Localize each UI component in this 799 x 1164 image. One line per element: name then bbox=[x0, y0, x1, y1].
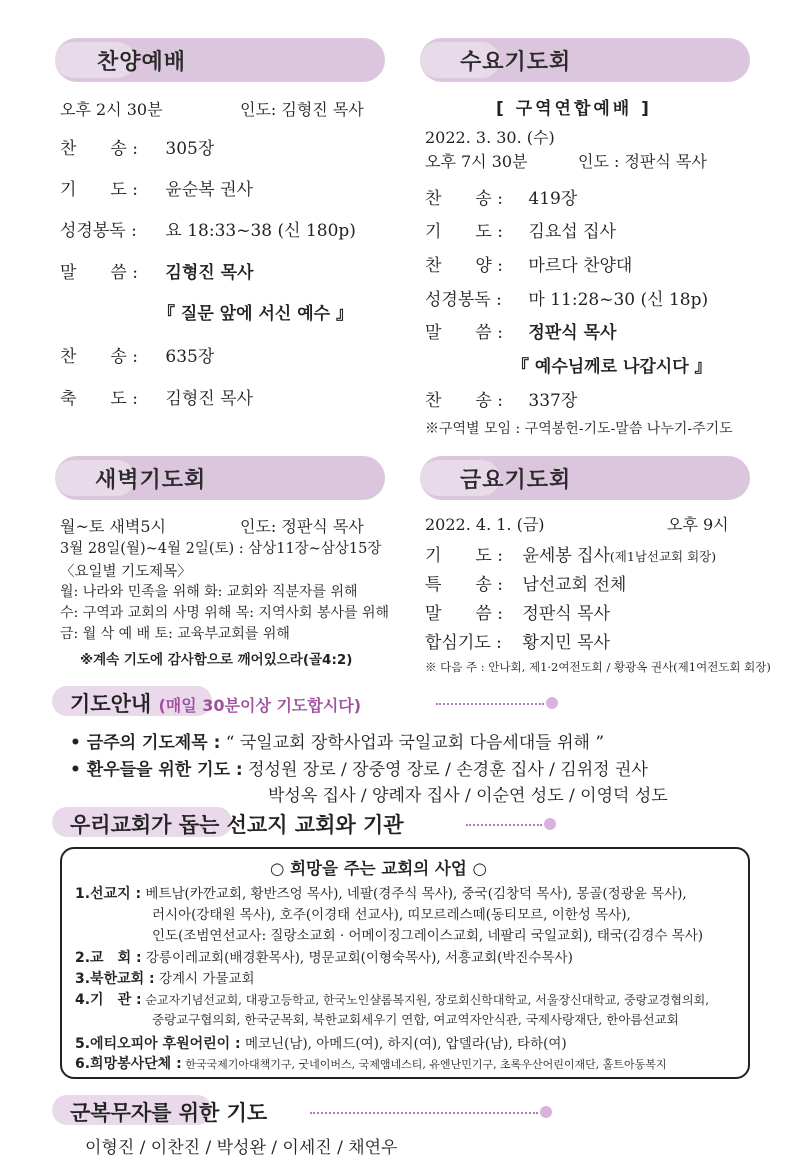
mission-item: 3.북한교회 : 강계시 가물교회 bbox=[75, 971, 255, 987]
dawn-header bbox=[55, 456, 385, 500]
dawn-leader: 인도: 정판식 목사 bbox=[240, 517, 364, 536]
military-heading: 군복무자를 위한 기도 bbox=[70, 1101, 268, 1125]
friday-date: 2022. 4. 1. (금) bbox=[425, 515, 545, 534]
wednesday-row: 찬 송 : 419장 bbox=[425, 189, 578, 209]
praise-row: 축 도 : 김형진 목사 bbox=[60, 389, 253, 409]
friday-row: 말 씀 : 정판식 목사 bbox=[425, 604, 610, 624]
wednesday-row: 말 씀 : 정판식 목사 bbox=[425, 323, 617, 343]
mission-item-line: 인도(조범연선교사: 질랑소교회 · 어메이징그레이스교회, 네팔리 국일교회), 태국(김경수 목사) bbox=[152, 928, 704, 944]
wednesday-row: 찬 송 : 337장 bbox=[425, 391, 578, 411]
wednesday-row: 기 도 : 김요섭 집사 bbox=[425, 222, 616, 242]
dawn-topics-title: 〈요일별 기도제목〉 bbox=[60, 564, 192, 580]
mission-item: 2.교 회 : 강릉이레교회(배경환목사), 명문교회(이형숙목사), 서흥교회(박진수목사) bbox=[75, 950, 573, 966]
missions-box-title: ○ 희망을 주는 교회의 사업 ○ bbox=[270, 859, 487, 878]
praise-row: 찬 송 : 305장 bbox=[60, 139, 215, 159]
dawn-verse: ※계속 기도에 감사함으로 깨어있으라(골4:2) bbox=[80, 652, 353, 668]
praise-sermon-title: 『 질문 앞에 서신 예수 』 bbox=[158, 304, 353, 324]
dawn-topic: 월: 나라와 민족을 위해 화: 교회와 직분자를 위해 bbox=[60, 584, 358, 600]
praise-time: 오후 2시 30분 bbox=[60, 100, 163, 119]
friday-row: 합심기도 : 황지민 목사 bbox=[425, 633, 610, 653]
missions-divider bbox=[466, 824, 542, 826]
friday-time: 오후 9시 bbox=[667, 515, 729, 534]
wednesday-note: ※구역별 모임 : 구역봉헌-기도-말씀 나누기-주기도 bbox=[425, 421, 733, 437]
patients-prayer: • 환우들을 위한 기도 : 정성원 장로 / 장중영 장로 / 손경훈 집사 / 김위정 권사 bbox=[70, 760, 648, 780]
friday-note: ※ 다음 주 : 안나회, 제1·2여전도회 / 황광옥 권사(제1여전도회 회장) bbox=[425, 660, 771, 674]
mission-item-line: 중랑교구협의회, 한국군목회, 북한교회세우기 연합, 여교역자안식관, 국제사랑재단, 한아름선교회 bbox=[152, 1012, 679, 1027]
wednesday-header bbox=[420, 38, 750, 82]
mission-item: 1.선교지 : 베트남(카깐교회, 황반즈엉 목사), 네팔(경주식 목사), 중국(김창덕 목사), 몽골(정광윤 목사), bbox=[75, 886, 687, 902]
wednesday-title: 수요기도회 bbox=[460, 50, 572, 75]
praise-service-header bbox=[55, 38, 385, 82]
wednesday-date: 2022. 3. 30. (수) bbox=[425, 128, 555, 147]
dawn-title: 새벽기도회 bbox=[95, 468, 207, 493]
dawn-topic: 금: 월 삭 예 배 토: 교육부교회를 위해 bbox=[60, 626, 290, 642]
mission-item: 4.기 관 : 순교자기념선교회, 대광고등학교, 한국노인샬롬복지원, 장로회신학대학교, 서울장신대학교, 중랑교경협의회, bbox=[75, 992, 710, 1008]
wednesday-row: 성경봉독 : 마 11:28~30 (신 18p) bbox=[425, 290, 709, 310]
dawn-topic: 수: 구역과 교회의 사명 위해 목: 지역사회 봉사를 위해 bbox=[60, 605, 390, 621]
military-divider bbox=[310, 1112, 538, 1114]
mission-item: 6.희망봉사단체 : 한국국제기아대책기구, 굿네이버스, 국제앰네스티, 유엔난민기구, 초록우산어린이재단, 홀트아동복지 bbox=[75, 1056, 667, 1072]
friday-header bbox=[420, 456, 750, 500]
praise-service-title: 찬양예배 bbox=[97, 50, 187, 75]
praise-row: 찬 송 : 635장 bbox=[60, 347, 215, 367]
wednesday-subtitle: [ 구역연합예배 ] bbox=[496, 99, 652, 119]
prayer-guide-heading: 기도안내 (매일 30분이상 기도합시다) bbox=[70, 692, 362, 716]
friday-row: 기 도 : 윤세봉 집사(제1남선교회 회장) bbox=[425, 546, 717, 566]
wednesday-row: 찬 양 : 마르다 찬양대 bbox=[425, 256, 633, 276]
patients-prayer-line2: 박성옥 집사 / 양례자 집사 / 이순연 성도 / 이영덕 성도 bbox=[268, 786, 668, 806]
mission-item-line: 러시아(강태원 목사), 호주(이경태 선교사), 띠모르레스떼(동티모르, 이한성 목사), bbox=[152, 907, 631, 923]
mission-item: 5.에티오피아 후원어린이 : 메코닌(남), 아메드(여), 하지(여), 압델라(남), 타하(여) bbox=[75, 1036, 567, 1052]
weekly-prayer: • 금주의 기도제목 : “ 국일교회 장학사업과 국일교회 다음세대들 위해 ” bbox=[70, 733, 605, 753]
dawn-time: 월~토 새벽5시 bbox=[60, 517, 166, 536]
wednesday-leader: 인도 : 정판식 목사 bbox=[578, 152, 707, 171]
praise-leader: 인도: 김형진 목사 bbox=[240, 100, 364, 119]
divider-dot bbox=[544, 818, 556, 830]
military-names: 이형진 / 이찬진 / 박성완 / 이세진 / 채연우 bbox=[85, 1138, 398, 1158]
divider-dot bbox=[546, 697, 558, 709]
dawn-period: 3월 28일(월)~4월 2일(토) : 삼상11장~삼상15장 bbox=[60, 541, 382, 557]
praise-row: 기 도 : 윤순복 권사 bbox=[60, 180, 253, 200]
friday-title: 금요기도회 bbox=[460, 468, 572, 493]
wednesday-time: 오후 7시 30분 bbox=[425, 152, 528, 171]
missions-heading: 우리교회가 돕는 선교지 교회와 기관 bbox=[70, 813, 404, 837]
wednesday-sermon-title: 『 예수님께로 나갑시다 』 bbox=[512, 357, 712, 377]
praise-row: 말 씀 : 김형진 목사 bbox=[60, 263, 254, 283]
divider-dot bbox=[540, 1106, 552, 1118]
praise-row: 성경봉독 : 요 18:33~38 (신 180p) bbox=[60, 221, 356, 241]
prayer-guide-divider bbox=[436, 703, 544, 705]
friday-row: 특 송 : 남선교회 전체 bbox=[425, 575, 627, 595]
